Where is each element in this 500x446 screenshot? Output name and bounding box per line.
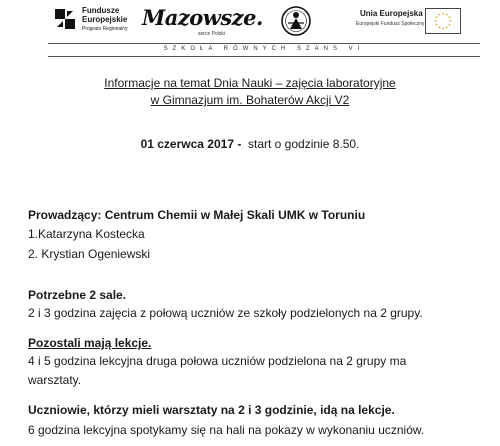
eu-star-icon (449, 20, 451, 22)
eu-star-icon (448, 23, 450, 25)
fe-logo-line2: Europejskie (82, 15, 128, 24)
others-text-line1: 4 i 5 godzina lekcyjna druga połowa uczniów podzielona na 2 grupy ma (28, 354, 407, 368)
event-date: 01 czerwca 2017 - (140, 137, 242, 151)
eu-star-icon (446, 13, 448, 15)
school-emblem-icon (279, 4, 313, 40)
host-person-2: 2. Krystian Ogeniewski (28, 247, 151, 261)
eu-star-icon (435, 16, 437, 18)
eu-star-icon (438, 26, 440, 28)
ue-logo-line1: Unia Europejska (360, 9, 423, 18)
eu-star-icon (442, 12, 444, 14)
others-text-line2: warsztaty. (28, 373, 82, 387)
eu-star-icon (434, 20, 436, 22)
eu-star-icon (448, 16, 450, 18)
fundusze-europejskie-logo (52, 4, 132, 38)
host-heading: Prowadzący: Centrum Chemii w Małej Skali UMK w Toruniu (28, 208, 366, 222)
eu-star-icon (442, 27, 444, 29)
unia-europejska-logo (356, 6, 480, 38)
header-rule-top (48, 43, 480, 44)
eu-star-icon (446, 26, 448, 28)
document-title-line2: w Gimnazjum im. Bohaterów Akcji V2 (150, 93, 350, 107)
document-title-line1: Informacje na temat Dnia Nauki – zajęcia laboratoryjne (104, 76, 396, 90)
eu-flag-icon (425, 8, 461, 34)
students-heading: Uczniowie, którzy mieli warsztaty na 2 i 3 godzinie, idą na lekcje. (28, 403, 395, 417)
header-rule-bottom (48, 56, 480, 57)
students-text: 6 godzina lekcyjna spotykamy się na hali na pokazy w wykonaniu uczniów. (28, 423, 425, 437)
mazowsze-logo-tagline: serce Polski (198, 31, 225, 37)
school-program-line: SZKOŁA RÓWNYCH SZANS VI (163, 46, 365, 52)
eu-star-icon (438, 13, 440, 15)
mazowsze-logo-word: Mazowsze. (142, 5, 263, 30)
host-person-1: 1.Katarzyna Kostecka (28, 227, 145, 241)
event-start-time: start o godzinie 8.50. (248, 137, 360, 151)
event-date-line (0, 137, 500, 151)
eu-star-icon (435, 23, 437, 25)
fe-logo-line1: Fundusze (82, 6, 120, 15)
rooms-text: 2 i 3 godzina zajęcia z połową uczniów ze szkoły podzielonych na 2 grupy. (28, 306, 423, 320)
ue-logo-line2: Europejski Fundusz Społeczny (356, 21, 425, 27)
school-emblem-logo (279, 4, 313, 40)
fundusze-europejskie-emblem-icon (52, 6, 78, 32)
header-logo-bar (0, 0, 500, 44)
mazowsze-logo (142, 5, 263, 39)
rooms-heading: Potrzebne 2 sale. (28, 288, 127, 302)
fe-logo-line3: Program Regionalny (82, 26, 128, 32)
others-heading: Pozostali mają lekcje. (28, 336, 152, 350)
